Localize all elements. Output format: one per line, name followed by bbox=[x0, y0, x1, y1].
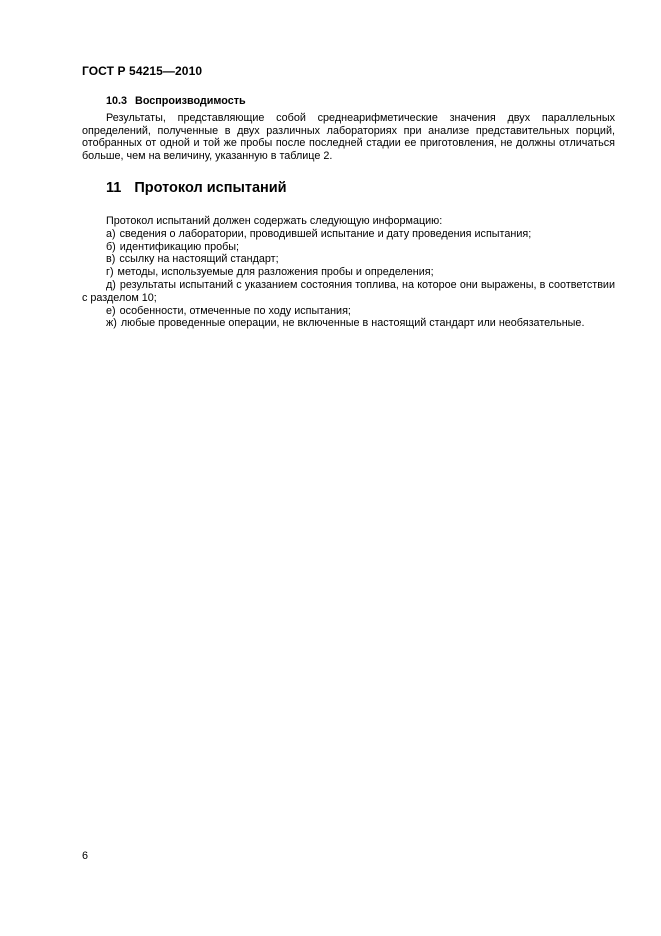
list-item-text: любые проведенные операции, не включенные в настоящий стандарт или необязательные. bbox=[120, 317, 585, 330]
list-item bbox=[82, 266, 615, 279]
subsection-heading bbox=[82, 95, 615, 108]
protocol-requirements-list bbox=[82, 228, 615, 330]
list-item bbox=[82, 317, 615, 330]
subsection-number: 10.3 bbox=[106, 95, 128, 107]
list-item-marker: д) bbox=[106, 278, 116, 291]
list-item bbox=[82, 305, 615, 318]
list-item-marker: г) bbox=[106, 266, 114, 279]
list-item-marker: а) bbox=[106, 227, 116, 240]
page-number: 6 bbox=[82, 850, 89, 862]
list-item-text: особенности, отмеченные по ходу испытания; bbox=[119, 304, 351, 317]
subsection-title: Воспроизводимость bbox=[135, 95, 246, 107]
list-item bbox=[82, 253, 615, 266]
list-item-marker: б) bbox=[106, 240, 116, 253]
section-number: 11 bbox=[106, 179, 122, 196]
reproducibility-paragraph: Результаты, представляющие собой среднеарифметические значения двух параллельных определений, полученные в двух различных лабораториях при анализе представительных порций, отобранных от одной и той же пробы после последней стадии ее приготовления, не должны отличаться больше, чем на величину, указанную в таблице 2. bbox=[82, 111, 615, 163]
page-content bbox=[82, 95, 615, 330]
list-item-text: идентификацию пробы; bbox=[119, 240, 240, 253]
document-header: ГОСТ Р 54215—2010 bbox=[82, 64, 203, 78]
list-item-text: ссылку на настоящий стандарт; bbox=[119, 253, 279, 266]
protocol-intro: Протокол испытаний должен содержать следующую информацию: bbox=[106, 214, 443, 227]
list-item bbox=[82, 241, 615, 254]
list-item bbox=[82, 228, 615, 241]
list-item-text: сведения о лаборатории, проводившей испытание и дату проведения испытания; bbox=[119, 227, 532, 240]
list-item-marker: в) bbox=[106, 253, 116, 266]
section-title: Протокол испытаний bbox=[134, 179, 287, 196]
list-item-marker: е) bbox=[106, 304, 116, 317]
list-item-text: методы, используемые для разложения пробы и определения; bbox=[117, 266, 434, 279]
list-item-text: результаты испытаний с указанием состояния топлива, на которое они выражены, в соответствии с разделом 10; bbox=[82, 278, 615, 304]
list-item bbox=[82, 279, 615, 305]
list-item-marker: ж) bbox=[106, 317, 117, 330]
section-heading bbox=[82, 180, 615, 197]
